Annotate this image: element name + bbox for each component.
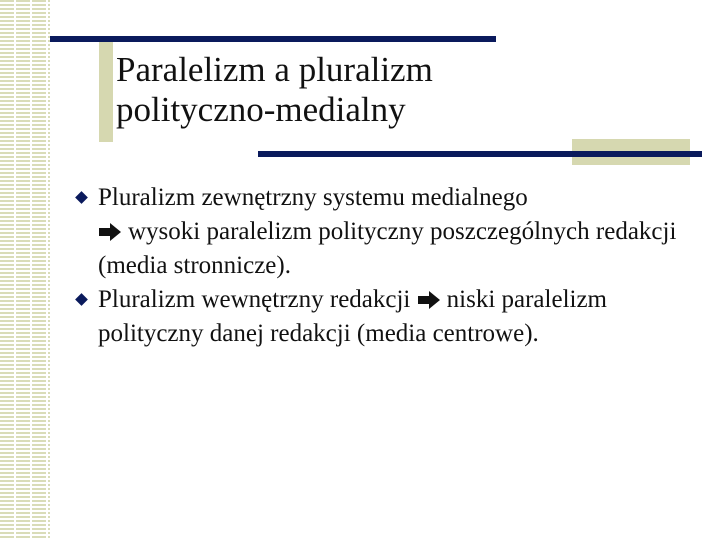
- bullet-item-2: [76, 283, 696, 351]
- slide-title-line-1: Paralelizm a pluralizm: [116, 50, 433, 89]
- bullet-2-text-part-1: Pluralizm wewnętrzny redakcji: [98, 286, 411, 313]
- bullet-1-text-part-1: Pluralizm zewnętrzny systemu medialnego: [98, 184, 528, 211]
- bullet-item-1: [76, 181, 696, 283]
- bullet-2-text-part-2: niski paralelizm polityczny danej redakcji (media centrowe).: [98, 286, 608, 347]
- diamond-bullet-icon: [75, 293, 88, 306]
- decorative-striped-strip: [0, 0, 50, 540]
- bottom-rule: [258, 151, 702, 157]
- right-arrow-icon: [417, 290, 441, 310]
- title-accent-block: [99, 40, 113, 142]
- bullet-1-text-part-2: wysoki paralelizm polityczny poszczególnych redakcji (media stronnicze).: [98, 218, 677, 279]
- slide-content: [76, 181, 696, 351]
- diamond-bullet-icon: [75, 191, 88, 204]
- top-rule: [50, 36, 496, 42]
- slide-title-line-2: polityczno-medialny: [116, 90, 406, 129]
- right-arrow-icon: [98, 222, 122, 242]
- slide-title: [116, 50, 556, 130]
